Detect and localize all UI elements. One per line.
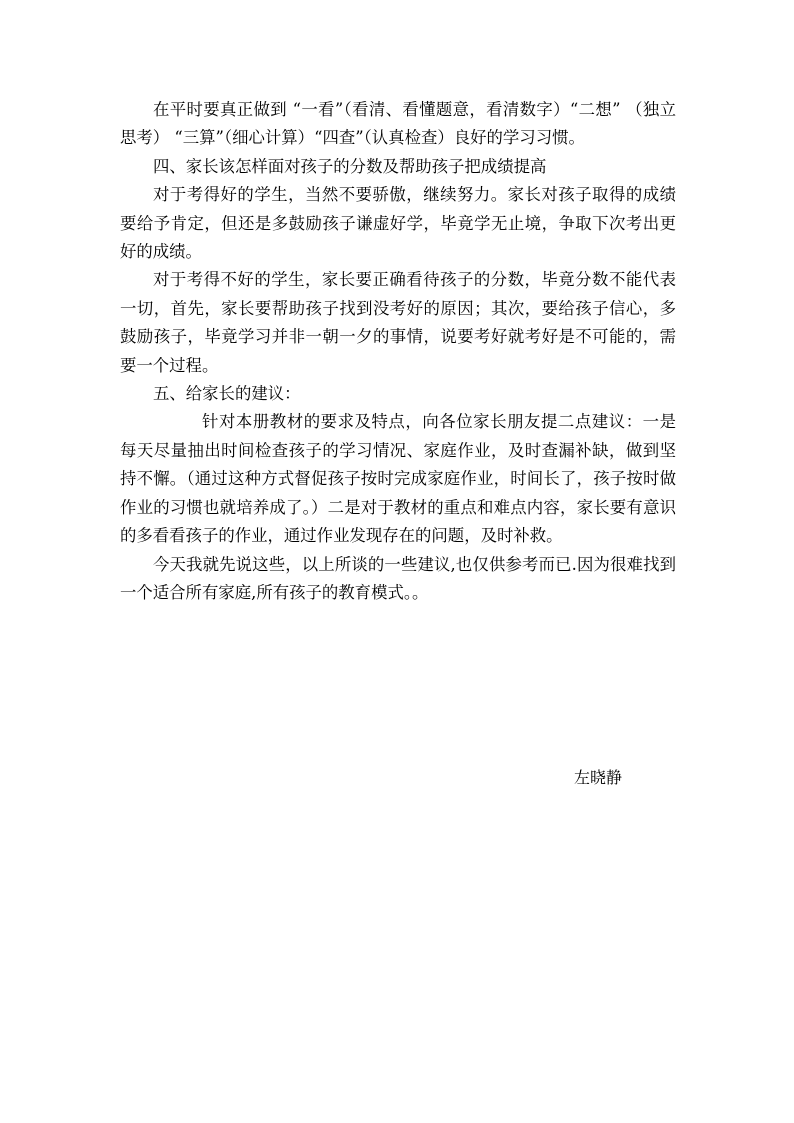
section-heading-parent-suggestions: 五、给家长的建议： (153, 384, 301, 404)
paragraph-good-students: 对于考得好的学生，当然不要骄傲，继续努力。家长对孩子取得的成绩要给予肯定，但还是多鼓励孩子谦虚好学，毕竟学无止境，争取下次考出更好的成绩。 (120, 185, 676, 262)
document-body (120, 96, 676, 607)
author-signature: 左晓静 (574, 768, 623, 787)
paragraph-suggestions: 针对本册教材的要求及特点，向各位家长朋友提二点建议：一是每天尽量抽出时间检查孩子的学习情况、家庭作业，及时查漏补缺，做到坚持不懈。（通过这种方式督促孩子按时完成家庭作业，时间长了，孩子按时做作业的习惯也就培养成了。）二是对于教材的重点和难点内容，家长要有意识的多看看孩子的作业，通过作业发现存在的问题，及时补救。 (120, 412, 676, 546)
paragraph-struggling-students: 对于考得不好的学生，家长要正确看待孩子的分数，毕竟分数不能代表一切，首先，家长要帮助孩子找到没考好的原因；其次，要给孩子信心，多鼓励孩子，毕竟学习并非一朝一夕的事情，说要考好就考好是不可能的，需要一个过程。 (120, 270, 676, 375)
paragraph-study-habits: 在平时要真正做到 “一看”（看清、看懂题意，看清数字）“二想” （独立思考） “三算”（细心计算）“四查”（认真检查）良好的学习习惯。 (120, 100, 676, 148)
paragraph-closing: 今天我就先说这些，以上所谈的一些建议,也仅供参考而已.因为很难找到一个适合所有家庭,所有孩子的教育模式。。 (120, 554, 676, 602)
section-heading-parents-scores: 四、家长该怎样面对孩子的分数及帮助孩子把成绩提高 (153, 156, 547, 176)
